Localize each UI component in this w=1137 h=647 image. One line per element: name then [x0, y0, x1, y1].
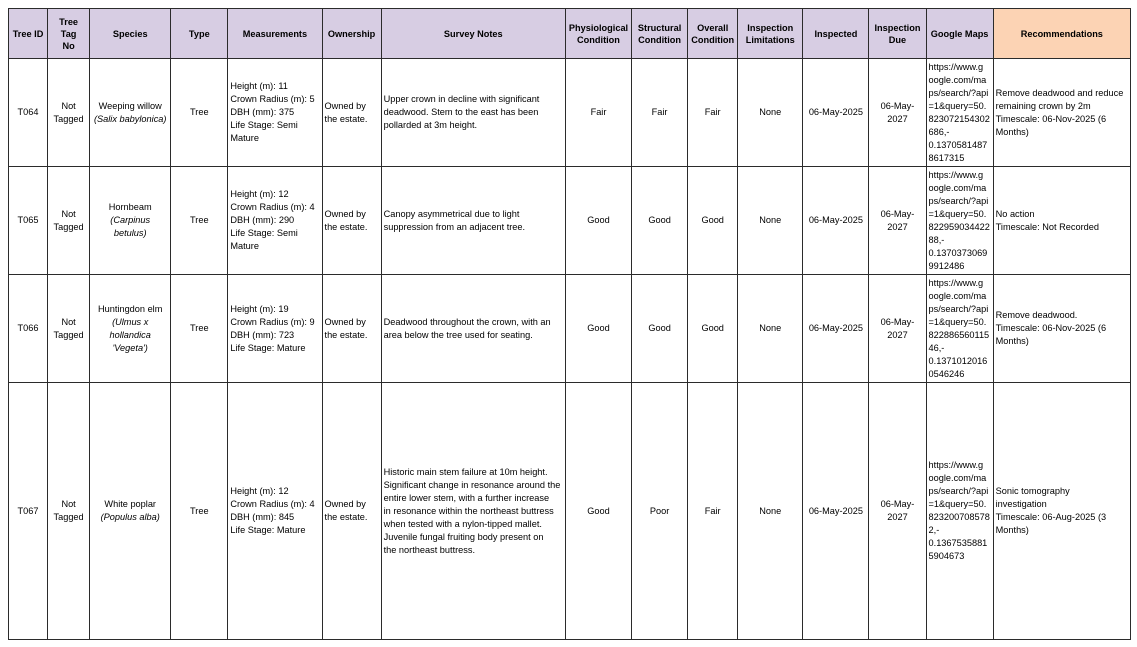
google-maps-link-cell-line: 686,-: [928, 126, 950, 137]
physiological-condition-cell: Good: [565, 167, 631, 275]
header-recommendations: Recommendations: [993, 9, 1130, 59]
recommendations-cell-line: Sonic tomography: [995, 486, 1070, 496]
recommendations-cell-line: Timescale: Not Recorded: [995, 221, 1099, 232]
ownership-cell: [322, 383, 381, 640]
google-maps-link-cell[interactable]: [926, 59, 993, 167]
species-common-name: Hornbeam: [108, 202, 152, 212]
google-maps-link-cell-line: https://www.g: [928, 169, 984, 180]
recommendations-cell-line: Remove deadwood and reduce: [995, 87, 1124, 98]
measurements-cell: [228, 59, 322, 167]
table-row: [9, 275, 1131, 383]
inspection-due-cell-line: 06-May-: [880, 208, 915, 219]
survey-notes-cell: [381, 167, 565, 275]
species-scientific-name: (Populus alba): [100, 512, 160, 522]
ownership-cell-line: the estate.: [324, 221, 368, 232]
header-tag-no-line: Tree Tag: [59, 16, 79, 39]
google-maps-link-cell-line: 9912486: [928, 260, 965, 271]
inspection-limitations-cell: None: [738, 275, 803, 383]
header-type: Type: [171, 9, 228, 59]
species-scientific-name: (Ulmus x: [112, 316, 149, 327]
google-maps-link-cell-line: 8617315: [928, 152, 965, 163]
inspection-limitations-cell: None: [738, 167, 803, 275]
overall-condition-cell: Good: [688, 167, 738, 275]
google-maps-link-cell-line: ps/search/?api: [928, 87, 989, 98]
google-maps-link-cell-line: 822886560115: [928, 329, 990, 340]
measurements-cell-line: Life Stage: Mature: [230, 525, 306, 535]
recommendations-cell-line: Months): [995, 525, 1029, 535]
tree-survey-table: [8, 8, 1131, 640]
measurements-cell: [228, 167, 322, 275]
header-physiological-condition: [565, 9, 631, 59]
google-maps-link-cell-line: oogle.com/ma: [928, 290, 987, 301]
inspection-due-cell-line: 2027: [887, 512, 908, 522]
measurements-cell-line: DBH (mm): 290: [230, 215, 295, 225]
ownership-cell: [322, 59, 381, 167]
google-maps-link-cell-line: 0.1367535881: [928, 538, 988, 548]
tag-cell-line: Not: [61, 208, 76, 219]
header-survey-notes: Survey Notes: [381, 9, 565, 59]
table-row: [9, 383, 1131, 640]
survey-notes-cell-line: Deadwood throughout the crown, with an: [383, 316, 551, 327]
type-cell: Tree: [171, 275, 228, 383]
inspection-due-cell-line: 2027: [887, 221, 908, 232]
header-structural-condition: [632, 9, 688, 59]
inspected-date-cell: 06-May-2025: [803, 59, 869, 167]
species-cell: [90, 167, 171, 275]
ownership-cell-line: the estate.: [324, 329, 368, 340]
google-maps-link-cell[interactable]: [926, 275, 993, 383]
species-scientific-name: hollandica: [109, 329, 151, 340]
google-maps-link-cell-line: oogle.com/ma: [928, 182, 987, 193]
header-tree-id: Tree ID: [9, 9, 48, 59]
tree-id-cell: T066: [9, 275, 48, 383]
header-google-maps: Google Maps: [926, 9, 993, 59]
measurements-cell-line: Life Stage: Mature: [230, 342, 306, 353]
species-common-name: Weeping willow: [98, 100, 162, 111]
inspection-due-cell: [869, 383, 926, 640]
recommendations-cell-line: Timescale: 06-Aug-2025 (3: [995, 512, 1107, 522]
measurements-cell-line: Mature: [230, 241, 259, 251]
species-cell: [90, 275, 171, 383]
tree-id-cell: T067: [9, 383, 48, 640]
google-maps-link-cell[interactable]: [926, 167, 993, 275]
google-maps-link-cell-line: 0.1370581487: [928, 139, 988, 150]
measurements-cell-line: Height (m): 11: [230, 81, 288, 91]
inspection-limitations-cell: None: [738, 383, 803, 640]
google-maps-link-cell-line: =1&query=50.: [928, 499, 987, 509]
survey-notes-cell-line: entire lower stem, with a further increase: [383, 492, 550, 503]
overall-condition-cell: Good: [688, 275, 738, 383]
survey-notes-cell: [381, 275, 565, 383]
recommendations-cell-line: Timescale: 06-Nov-2025 (6: [995, 323, 1107, 333]
google-maps-link-cell-line: https://www.g: [928, 277, 984, 288]
measurements-cell-line: DBH (mm): 375: [230, 107, 295, 117]
overall-condition-cell: Fair: [688, 59, 738, 167]
ownership-cell: [322, 167, 381, 275]
header-due-line: Inspection: [874, 22, 921, 33]
ownership-cell-line: Owned by: [324, 499, 366, 509]
header-inspection-due: [869, 9, 926, 59]
measurements-cell: [228, 383, 322, 640]
survey-notes-cell-line: Canopy asymmetrical due to light: [383, 208, 520, 219]
physiological-condition-cell: Good: [565, 383, 631, 640]
survey-notes-cell-line: deadwood. Stem to the east has been: [383, 107, 539, 117]
google-maps-link-cell-line: 822959034422: [928, 221, 990, 232]
recommendations-cell-line: Timescale: 06-Nov-2025 (6: [995, 113, 1107, 124]
structural-condition-cell: Good: [632, 167, 688, 275]
header-row: [9, 9, 1131, 59]
header-limitations-line: Limitations: [745, 34, 795, 45]
google-maps-link-cell-line: ps/search/?api: [928, 486, 989, 496]
recommendations-cell-line: investigation: [995, 499, 1047, 509]
recommendations-cell: [993, 383, 1130, 640]
recommendations-cell: [993, 275, 1130, 383]
google-maps-link-cell-line: =1&query=50.: [928, 208, 987, 219]
measurements-cell-line: Life Stage: Semi: [230, 120, 298, 130]
ownership-cell-line: the estate.: [324, 113, 368, 124]
header-measurements: Measurements: [228, 9, 322, 59]
google-maps-link-cell-line: 823072154302: [928, 113, 990, 124]
species-scientific-name: betulus): [113, 228, 147, 238]
tag-cell-line: Not: [61, 499, 76, 509]
species-scientific-name: (Carpinus: [110, 215, 151, 225]
species-scientific-name: 'Vegeta'): [112, 342, 148, 353]
survey-notes-cell: [381, 383, 565, 640]
tag-cell-line: Tagged: [53, 329, 84, 340]
measurements-cell-line: DBH (mm): 845: [230, 512, 295, 522]
header-tag-no: [48, 9, 90, 59]
header-species: Species: [90, 9, 171, 59]
tag-cell-line: Tagged: [53, 221, 84, 232]
measurements-cell: [228, 275, 322, 383]
measurements-cell-line: Height (m): 12: [230, 486, 289, 496]
ownership-cell-line: Owned by: [324, 100, 366, 111]
inspection-due-cell-line: 06-May-: [880, 100, 915, 111]
survey-notes-cell-line: area below the tree used for seating.: [383, 329, 533, 340]
survey-notes-cell-line: in resonance within the northeast buttress: [383, 505, 554, 516]
measurements-cell-line: Height (m): 19: [230, 303, 289, 314]
google-maps-link-cell-line: oogle.com/ma: [928, 74, 987, 85]
tag-cell-line: Not: [61, 316, 76, 327]
table-row: [9, 167, 1131, 275]
ownership-cell-line: Owned by: [324, 208, 366, 219]
survey-notes-cell-line: Historic main stem failure at 10m height.: [383, 466, 548, 477]
google-maps-link-cell-line: https://www.g: [928, 61, 984, 72]
inspected-date-cell: 06-May-2025: [803, 383, 869, 640]
recommendations-cell: [993, 59, 1130, 167]
inspection-due-cell-line: 06-May-: [880, 316, 915, 327]
tag-cell: [48, 167, 90, 275]
google-maps-link-cell-line: 88,-: [928, 234, 945, 245]
recommendations-cell: [993, 167, 1130, 275]
recommendations-cell-line: remaining crown by 2m: [995, 100, 1091, 111]
tag-cell-line: Tagged: [53, 512, 84, 522]
google-maps-link-cell-line: 5904673: [928, 551, 965, 561]
header-inspected: Inspected: [803, 9, 869, 59]
measurements-cell-line: Crown Radius (m): 4: [230, 202, 315, 212]
google-maps-link-cell-line: 2,-: [928, 525, 940, 535]
google-maps-link-cell-line: https://www.g: [928, 460, 984, 470]
inspected-date-cell: 06-May-2025: [803, 167, 869, 275]
header-structural-line: Structural: [637, 22, 682, 33]
inspection-due-cell: [869, 59, 926, 167]
species-cell: [90, 59, 171, 167]
table-row: [9, 59, 1131, 167]
inspection-due-cell-line: 06-May-: [880, 499, 915, 509]
recommendations-cell-line: Months): [995, 126, 1029, 137]
inspected-date-cell: 06-May-2025: [803, 275, 869, 383]
google-maps-link-cell-line: 0.1371012016: [928, 355, 988, 366]
structural-condition-cell: Good: [632, 275, 688, 383]
species-common-name: White poplar: [104, 499, 156, 509]
recommendations-cell-line: Remove deadwood.: [995, 310, 1078, 320]
tree-id-cell: T064: [9, 59, 48, 167]
species-common-name: Huntingdon elm: [98, 303, 163, 314]
tree-id-cell: T065: [9, 167, 48, 275]
ownership-cell-line: the estate.: [324, 512, 368, 522]
header-overall-line: Overall: [697, 22, 729, 33]
google-maps-link-cell-line: 0546246: [928, 368, 965, 379]
inspection-due-cell: [869, 167, 926, 275]
ownership-cell-line: Owned by: [324, 316, 366, 327]
type-cell: Tree: [171, 383, 228, 640]
survey-notes-cell-line: suppression from an adjacent tree.: [383, 221, 526, 232]
google-maps-link-cell[interactable]: [926, 383, 993, 640]
header-physiological-line: Condition: [577, 34, 620, 45]
header-ownership: Ownership: [322, 9, 381, 59]
google-maps-link-cell-line: oogle.com/ma: [928, 473, 987, 483]
survey-notes-cell-line: the northeast buttress.: [383, 544, 476, 555]
google-maps-link-cell-line: =1&query=50.: [928, 100, 987, 111]
overall-condition-cell: Fair: [688, 383, 738, 640]
survey-notes-cell-line: pollarded at 3m height.: [383, 120, 478, 130]
type-cell: Tree: [171, 167, 228, 275]
header-due-line: Due: [888, 34, 907, 45]
survey-notes-cell-line: Upper crown in decline with significant: [383, 94, 540, 104]
physiological-condition-cell: Good: [565, 275, 631, 383]
ownership-cell: [322, 275, 381, 383]
google-maps-link-cell-line: 0.1370373069: [928, 247, 988, 258]
tag-cell-line: Tagged: [53, 113, 84, 124]
type-cell: Tree: [171, 59, 228, 167]
google-maps-link-cell-line: =1&query=50.: [928, 316, 987, 327]
inspection-due-cell-line: 2027: [887, 113, 908, 124]
header-limitations-line: Inspection: [747, 22, 794, 33]
recommendations-cell-line: Months): [995, 336, 1029, 346]
header-overall-line: Condition: [691, 34, 735, 45]
survey-notes-cell-line: Significant change in resonance around the: [383, 479, 561, 490]
physiological-condition-cell: Fair: [565, 59, 631, 167]
tag-cell: [48, 383, 90, 640]
recommendations-cell-line: No action: [995, 208, 1035, 219]
measurements-cell-line: Crown Radius (m): 5: [230, 94, 315, 104]
tag-cell: [48, 59, 90, 167]
google-maps-link-cell-line: ps/search/?api: [928, 303, 989, 314]
measurements-cell-line: Life Stage: Semi: [230, 228, 298, 238]
google-maps-link-cell-line: 823200708578: [928, 512, 990, 522]
tag-cell-line: Not: [61, 100, 76, 111]
measurements-cell-line: DBH (mm): 723: [230, 329, 295, 340]
tag-cell: [48, 275, 90, 383]
google-maps-link-cell-line: ps/search/?api: [928, 195, 989, 206]
measurements-cell-line: Height (m): 12: [230, 189, 289, 199]
inspection-due-cell-line: 2027: [887, 329, 908, 340]
survey-notes-cell: [381, 59, 565, 167]
measurements-cell-line: Crown Radius (m): 9: [230, 316, 315, 327]
header-physiological-line: Physiological: [568, 22, 629, 33]
header-tag-no-line: No: [62, 40, 75, 51]
species-cell: [90, 383, 171, 640]
species-scientific-name: (Salix babylonica): [93, 113, 167, 124]
google-maps-link-cell-line: 46,-: [928, 342, 945, 353]
measurements-cell-line: Mature: [230, 133, 259, 143]
header-structural-line: Condition: [638, 34, 682, 45]
header-overall-condition: [688, 9, 738, 59]
inspection-due-cell: [869, 275, 926, 383]
structural-condition-cell: Fair: [632, 59, 688, 167]
header-inspection-limitations: [738, 9, 803, 59]
survey-notes-cell-line: when tested with a nylon-tipped mallet.: [383, 518, 542, 529]
survey-notes-cell-line: Juvenile fungal fruiting body present on: [383, 531, 544, 542]
measurements-cell-line: Crown Radius (m): 4: [230, 499, 315, 509]
structural-condition-cell: Poor: [632, 383, 688, 640]
inspection-limitations-cell: None: [738, 59, 803, 167]
